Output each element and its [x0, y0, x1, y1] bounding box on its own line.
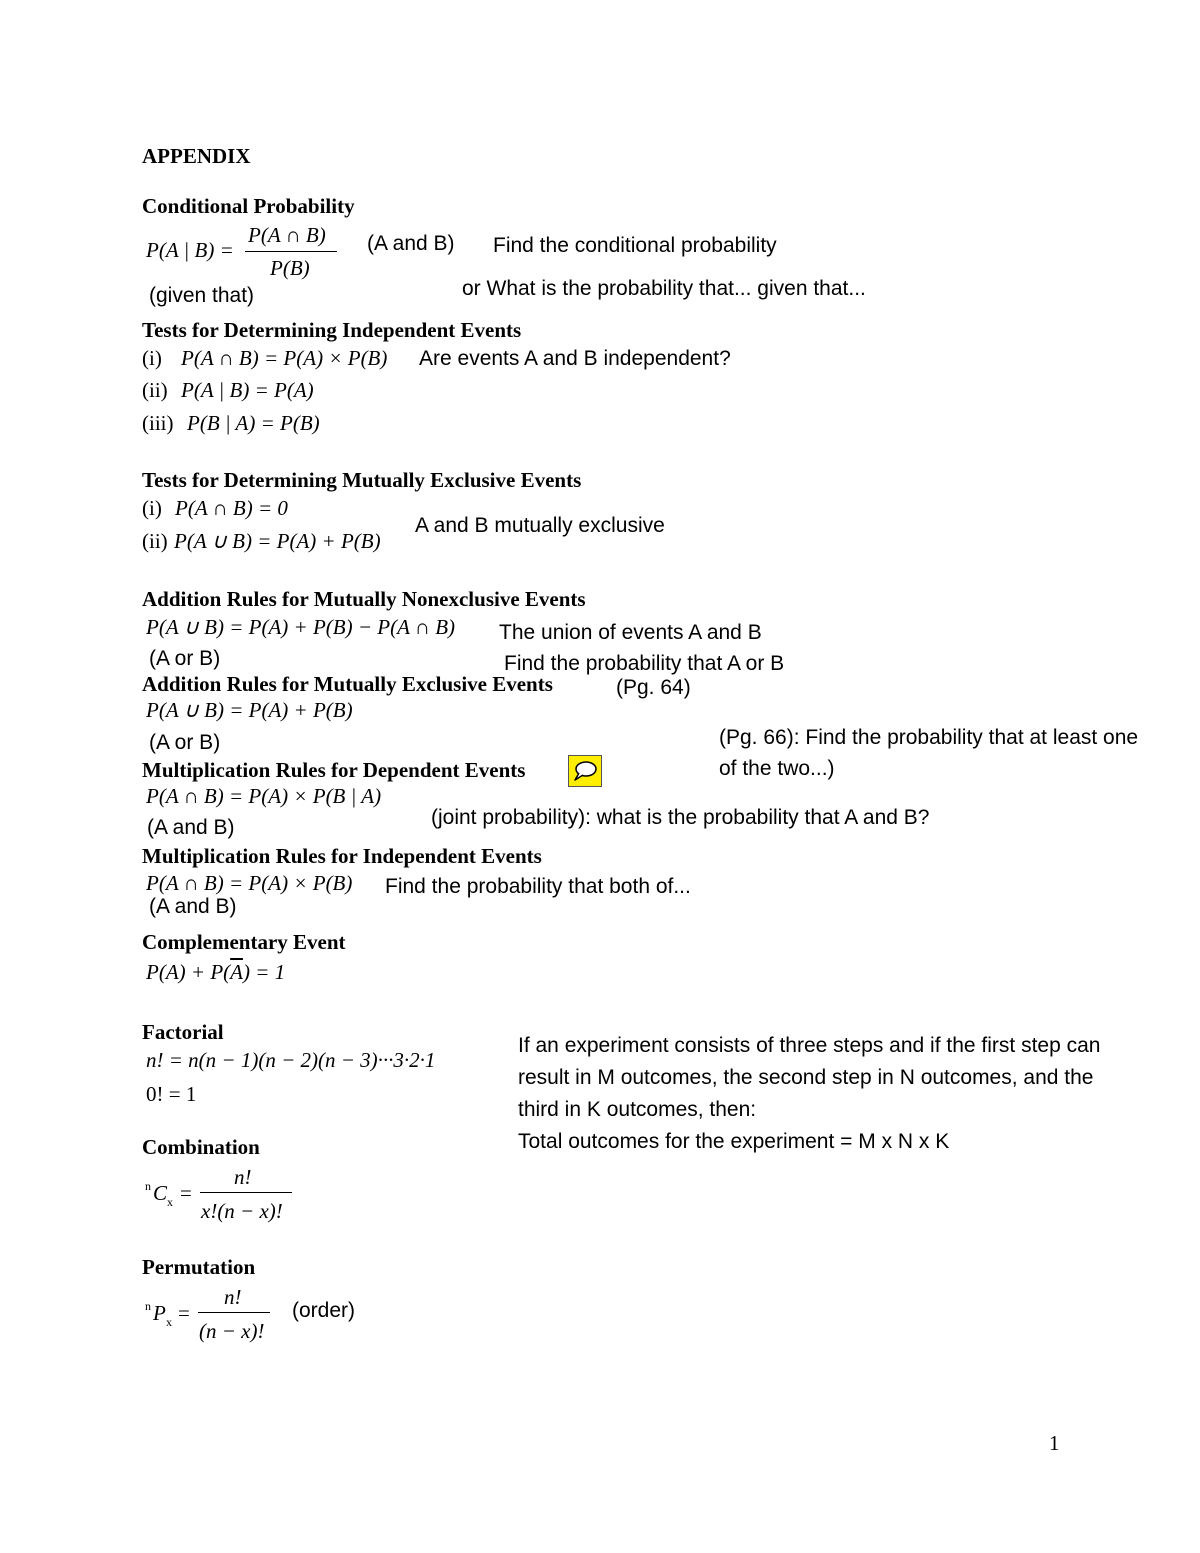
conditional-find-note: Find the conditional probability — [493, 234, 777, 257]
permutation-symbol: P — [153, 1301, 166, 1325]
multiplication-dependent-note: (joint probability): what is the probability that A and B? — [431, 806, 930, 829]
permutation-denominator: (n − x)! — [199, 1319, 265, 1343]
independent-i-formula: P(A ∩ B) = P(A) × P(B) — [181, 346, 388, 370]
addition-nonexclusive-formula: P(A ∪ B) = P(A) + P(B) − P(A ∩ B) — [146, 615, 456, 639]
multiplication-independent-note: Find the probability that both of... — [385, 875, 691, 898]
addition-exclusive-page: (Pg. 64) — [616, 676, 691, 699]
independent-note: Are events A and B independent? — [419, 347, 731, 370]
complementary-formula — [146, 962, 285, 983]
mutually-exclusive-ii-label: (ii) — [142, 529, 168, 553]
independent-ii-label: (ii) — [142, 378, 168, 402]
mutually-exclusive-i-label: (i) — [142, 496, 162, 520]
permutation-sub: x — [166, 1315, 172, 1329]
conditional-or-what-note: or What is the probability that... given that... — [462, 277, 866, 300]
mutually-exclusive-note: A and B mutually exclusive — [415, 514, 665, 537]
addition-nonexclusive-note1: The union of events A and B — [499, 621, 762, 644]
permutation-pre-sup: n — [145, 1299, 151, 1313]
addition-nonexclusive-note2: Find the probability that A or B — [504, 652, 785, 675]
multiplication-dependent-a-and-b: (A and B) — [147, 816, 235, 839]
combination-fraction-bar — [200, 1192, 292, 1193]
counting-note-line1: If an experiment consists of three steps and if the first step can — [518, 1034, 1101, 1057]
conditional-a-and-b: (A and B) — [367, 232, 455, 255]
multiplication-independent-a-and-b: (A and B) — [149, 895, 237, 918]
multiplication-dependent-formula: P(A ∩ B) = P(A) × P(B | A) — [146, 784, 382, 808]
factorial-formula1: n! = n(n − 1)(n − 2)(n − 3)···3·2·1 — [146, 1048, 436, 1072]
combination-pre-sup: n — [145, 1179, 151, 1193]
addition-nonexclusive-title: Addition Rules for Mutually Nonexclusive Events — [142, 587, 586, 611]
combination-title: Combination — [142, 1135, 260, 1159]
multiplication-independent-formula: P(A ∩ B) = P(A) × P(B) — [146, 871, 353, 895]
counting-note-line3: third in K outcomes, then: — [518, 1098, 757, 1121]
combination-denominator: x!(n − x)! — [201, 1199, 283, 1223]
addition-exclusive-note1: (Pg. 66): Find the probability that at least one — [719, 726, 1139, 749]
conditional-title: Conditional Probability — [142, 194, 355, 218]
permutation-fraction-bar — [198, 1312, 270, 1313]
conditional-denominator: P(B) — [270, 256, 310, 280]
conditional-given-that: (given that) — [149, 284, 255, 307]
multiplication-dependent-title: Multiplication Rules for Dependent Events — [142, 758, 526, 782]
complementary-a-bar: $\overline{A}$ — [230, 960, 243, 984]
addition-exclusive-note2: of the two...) — [719, 757, 835, 780]
page-number: 1 — [1049, 1431, 1060, 1455]
mutually-exclusive-i-formula: P(A ∩ B) = 0 — [175, 496, 288, 520]
complementary-formula-right: ) = 1 — [242, 960, 286, 984]
combination-numerator: n! — [234, 1165, 252, 1189]
factorial-title: Factorial — [142, 1020, 224, 1044]
permutation-eq: = — [178, 1301, 190, 1325]
combination-sub: x — [167, 1195, 173, 1209]
complementary-title: Complementary Event — [142, 930, 346, 954]
independent-iii-label: (iii) — [142, 411, 174, 435]
permutation-title: Permutation — [142, 1255, 256, 1279]
multiplication-independent-title: Multiplication Rules for Independent Events — [142, 844, 542, 868]
counting-note-line2: result in M outcomes, the second step in N outcomes, and the — [518, 1066, 1094, 1089]
speech-bubble-glyph — [572, 759, 598, 783]
page-heading: APPENDIX — [142, 144, 251, 168]
addition-exclusive-a-or-b: (A or B) — [149, 731, 221, 754]
independent-i-label: (i) — [142, 346, 162, 370]
addition-exclusive-title: Addition Rules for Mutually Exclusive Events — [142, 672, 553, 696]
combination-eq: = — [180, 1181, 192, 1205]
speech-bubble-icon[interactable] — [568, 755, 602, 787]
fraction-bar — [245, 251, 337, 252]
complementary-formula-left: P(A) + P( — [146, 960, 231, 984]
mutually-exclusive-title: Tests for Determining Mutually Exclusive Events — [142, 468, 582, 492]
addition-nonexclusive-a-or-b: (A or B) — [149, 647, 221, 670]
conditional-lhs: P(A | B) = — [146, 238, 234, 262]
addition-exclusive-formula: P(A ∪ B) = P(A) + P(B) — [146, 698, 353, 722]
permutation-numerator: n! — [224, 1285, 242, 1309]
combination-symbol: C — [153, 1181, 168, 1205]
conditional-numerator: P(A ∩ B) — [248, 223, 326, 247]
independent-title: Tests for Determining Independent Events — [142, 318, 522, 342]
factorial-formula2: 0! = 1 — [146, 1082, 197, 1106]
mutually-exclusive-ii-formula: P(A ∪ B) = P(A) + P(B) — [174, 529, 381, 553]
independent-ii-formula: P(A | B) = P(A) — [181, 378, 314, 402]
counting-note-line4: Total outcomes for the experiment = M x N x K — [518, 1130, 950, 1153]
permutation-note: (order) — [292, 1299, 356, 1322]
independent-iii-formula: P(B | A) = P(B) — [187, 411, 320, 435]
